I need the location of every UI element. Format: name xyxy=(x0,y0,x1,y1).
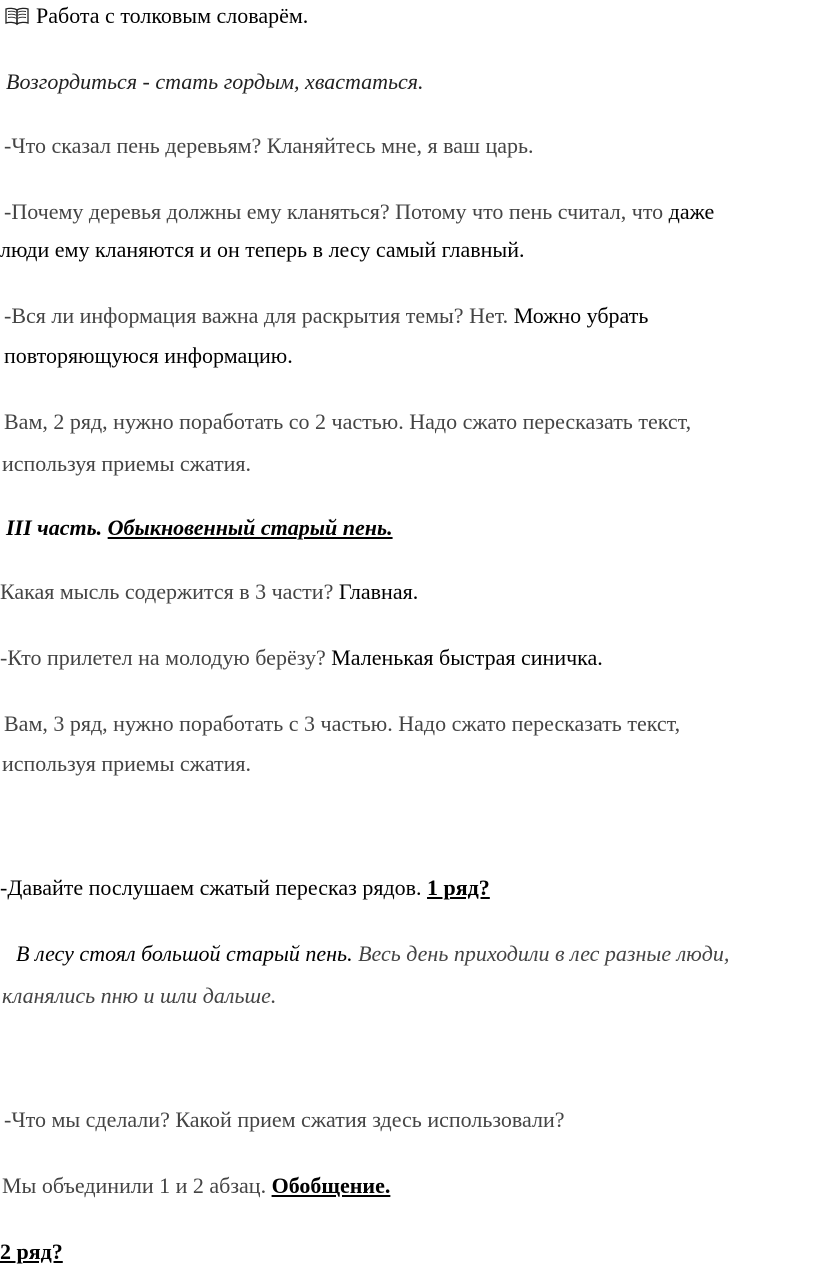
question-4 xyxy=(0,578,418,606)
answer-3-text: Нет. xyxy=(469,303,509,328)
question-5 xyxy=(0,644,603,672)
summary-term: Обобщение. xyxy=(271,1173,391,1198)
question-1 xyxy=(4,132,534,160)
question-3-text: -Вся ли информация важна для раскрытия темы? xyxy=(4,303,464,328)
answer-1-text: Кланяйтесь мне, я ваш царь. xyxy=(266,133,534,158)
task-row-2-line2: используя приемы сжатия. xyxy=(2,451,252,476)
part-3-title: Обыкновенный старый пень. xyxy=(107,515,393,540)
part-3-heading xyxy=(6,514,393,542)
question-3 xyxy=(4,302,648,330)
row-2-label: 2 ряд? xyxy=(0,1239,63,1264)
listen-prompt xyxy=(0,874,490,902)
retelling-line2: кланялись пню и шли дальше. xyxy=(2,983,277,1008)
retelling-line1 xyxy=(16,940,729,968)
task-row-3-line1: Вам, 3 ряд, нужно поработать с 3 частью. Надо сжато пересказать текст, xyxy=(4,711,681,736)
question-2 xyxy=(4,198,714,226)
answer-2-text-b: даже xyxy=(668,199,715,224)
answer-3-text-b: Можно убрать xyxy=(513,303,649,328)
answer-4-text: Главная. xyxy=(338,579,419,604)
summary-text: Мы объединили 1 и 2 абзац. xyxy=(2,1173,267,1198)
question-1-text: -Что сказал пень деревьям? xyxy=(4,133,262,158)
listen-text: -Давайте послушаем сжатый пересказ рядов. xyxy=(0,875,422,900)
part-3-label: III часть. xyxy=(6,515,103,540)
heading xyxy=(4,2,308,33)
definition: Возгордиться - стать гордым, хвастаться. xyxy=(6,69,424,94)
retelling-part1: В лесу стоял большой старый пень. xyxy=(16,941,353,966)
answer-5-text: Маленькая быстрая синичка. xyxy=(331,645,603,670)
answer-2-text: Потому что пень считал, что xyxy=(395,199,664,224)
heading-text: Работа с толковым словарём. xyxy=(36,3,309,28)
summary xyxy=(2,1172,390,1200)
question-5-text: -Кто прилетел на молодую берёзу? xyxy=(0,645,326,670)
book-icon xyxy=(4,5,30,33)
answer-2-line2: люди ему кланяются и он теперь в лесу самый главный. xyxy=(0,237,525,262)
question-2-text: -Почему деревья должны ему кланяться? xyxy=(4,199,390,224)
task-row-2-line1: Вам, 2 ряд, нужно поработать со 2 частью. Надо сжато пересказать текст, xyxy=(4,409,692,434)
task-row-3-line2: используя приемы сжатия. xyxy=(2,751,252,776)
listen-row-1: 1 ряд? xyxy=(427,875,490,900)
retelling-part2: Весь день приходили в лес разные люди, xyxy=(358,941,730,966)
question-4-text: Какая мысль содержится в 3 части? xyxy=(0,579,334,604)
answer-3-line2: повторяющуюся информацию. xyxy=(4,343,293,368)
question-6: -Что мы сделали? Какой прием сжатия здесь использовали? xyxy=(4,1107,565,1132)
